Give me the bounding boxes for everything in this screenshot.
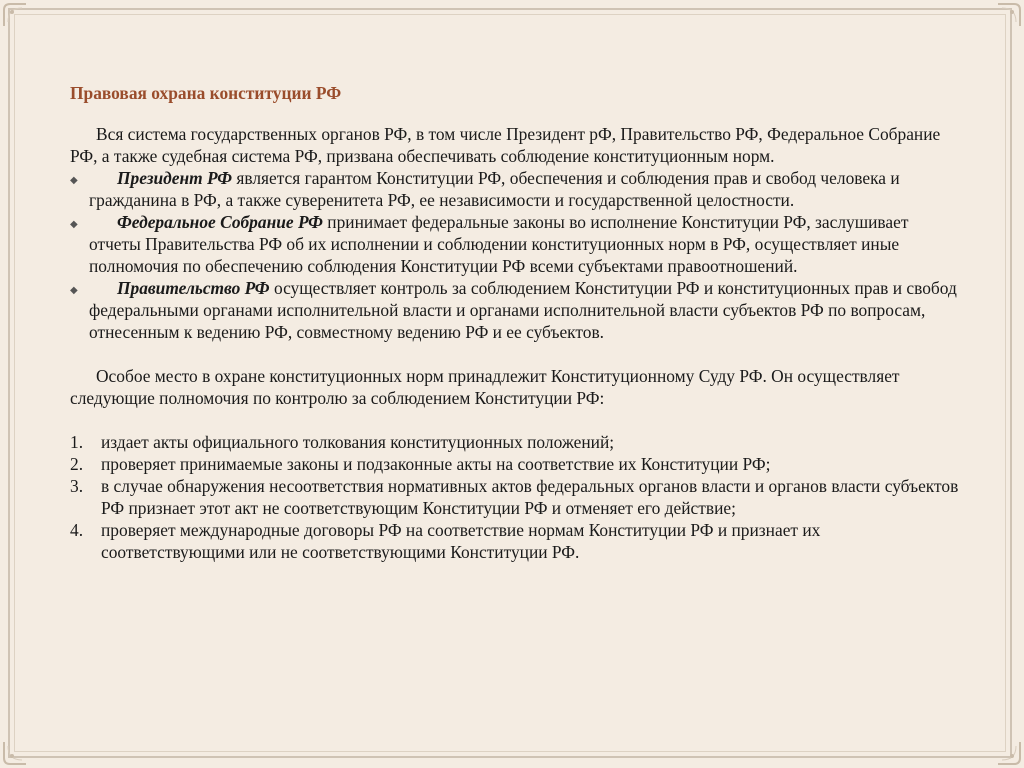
- bullet-emphasis: Правительство РФ: [117, 278, 270, 298]
- list-number: 4.: [70, 520, 84, 540]
- bullet-text: является гарантом Конституции РФ, обеспечения и соблюдения прав и свобод человека и гражданина в РФ, а также суверенитета РФ, ее независимости и государственной целостности.: [89, 168, 900, 210]
- bullet-emphasis: Федеральное Собрание РФ: [117, 212, 323, 232]
- bullet-text: осуществляет контроль за соблюдением Конституции РФ и конституционных прав и свобод федеральными органами исполнительной власти и органами исполнительной власти субъектов РФ по вопросам, отнесенным к ведению РФ, совместному ведению РФ и ее субъектов.: [89, 278, 957, 342]
- list-number: 2.: [70, 454, 84, 474]
- list-text: в случае обнаружения несоответствия нормативных актов федеральных органов власти и органов власти субъектов РФ признает этот акт не соответствующим Конституции РФ и отменяет его действие;: [101, 476, 959, 518]
- list-item: [70, 453, 960, 475]
- bullet-text: принимает федеральные законы во исполнение Конституции РФ, заслушивает отчеты Правительства РФ об их исполнении и соблюдении конституционных норм в РФ, осуществляет иные полномочия по обеспечению соблюдения Конституции РФ всеми субъектами правоотношений.: [89, 212, 909, 276]
- bullet-item-president: [70, 167, 960, 211]
- list-item: [70, 519, 960, 563]
- list-item: [70, 431, 960, 453]
- corner-ornament-icon: [996, 2, 1022, 28]
- intro-paragraph: Вся система государственных органов РФ, в том числе Президент рФ, Правительство РФ, Федеральное Собрание РФ, а также судебная система РФ, призвана обеспечивать соблюдение конституционным норм.: [70, 124, 941, 166]
- list-number: 1.: [70, 432, 84, 452]
- corner-ornament-icon: [2, 740, 28, 766]
- list-number: 3.: [70, 476, 84, 496]
- slide-content: [70, 82, 960, 563]
- bullet-emphasis: Президент РФ: [117, 168, 232, 188]
- page-title: Правовая охрана конституции РФ: [70, 83, 342, 103]
- constitutional-court-paragraph: Особое место в охране конституционных норм принадлежит Конституционному Суду РФ. Он осуществляет следующие полномочия по контролю за соблюдением Конституции РФ:: [70, 366, 900, 408]
- bullet-item-federal-assembly: [70, 211, 960, 277]
- list-item: [70, 475, 960, 519]
- diamond-bullet-icon: ◆: [70, 219, 78, 230]
- list-text: издает акты официального толкования конституционных положений;: [101, 432, 615, 452]
- list-text: проверяет принимаемые законы и подзаконные акты на соответствие их Конституции РФ;: [101, 454, 771, 474]
- diamond-bullet-icon: ◆: [70, 175, 78, 186]
- corner-ornament-icon: [996, 740, 1022, 766]
- corner-ornament-icon: [2, 2, 28, 28]
- bullet-item-government: [70, 277, 960, 343]
- powers-list: [70, 431, 960, 563]
- diamond-bullet-icon: ◆: [70, 285, 78, 296]
- list-text: проверяет международные договоры РФ на соответствие нормам Конституции РФ и признает их соответствующими или не соответствующими Конституции РФ.: [101, 520, 821, 562]
